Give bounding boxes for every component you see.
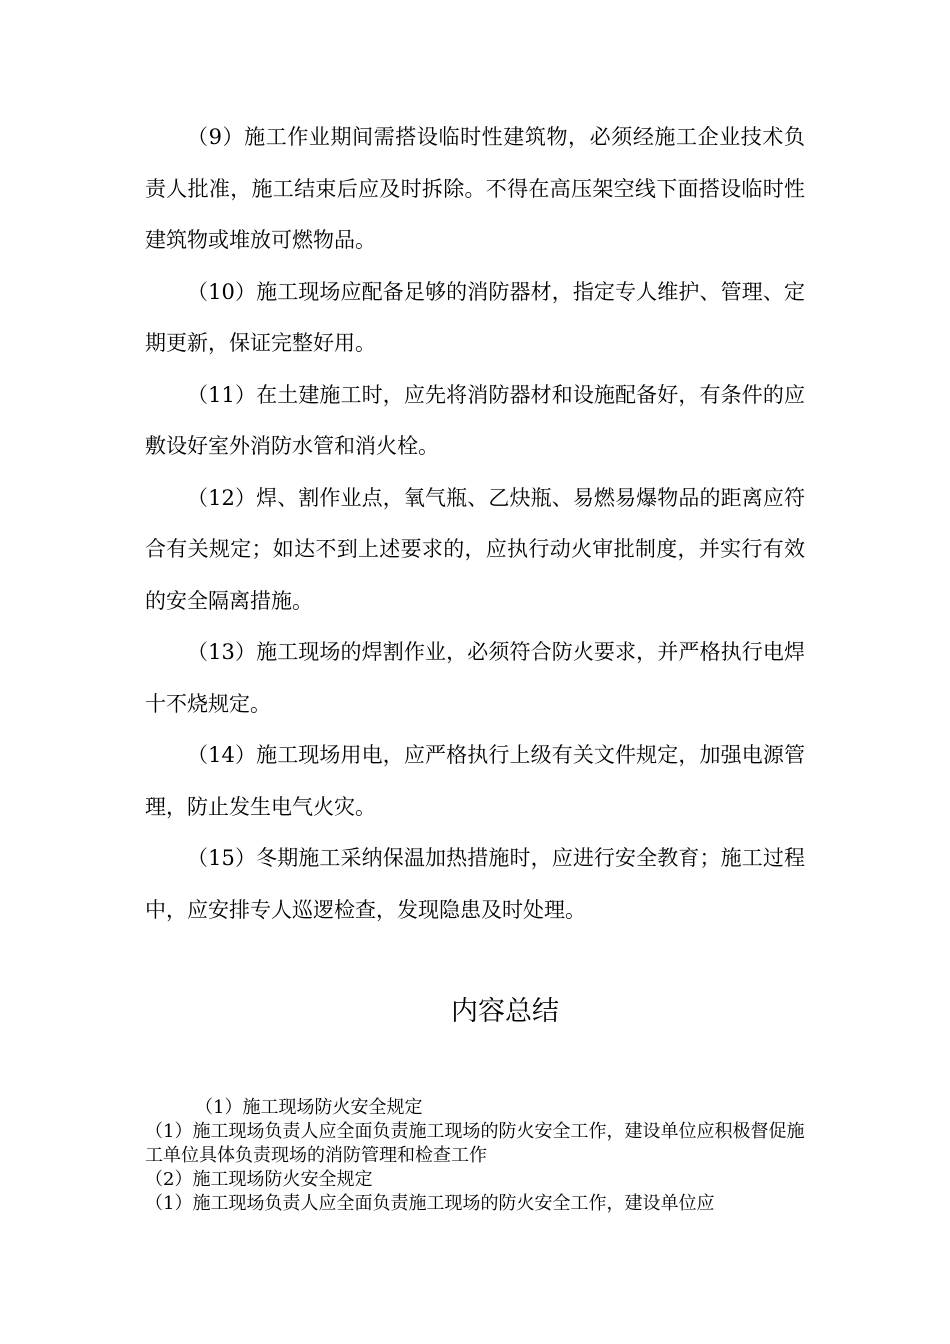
summary-line: （2）施工现场防火安全规定 — [145, 1169, 373, 1190]
paragraph-13: （13）施工现场的焊割作业，必须符合防火要求，并严格执行电焊十不烧规定。 — [145, 640, 805, 716]
summary-line: （1）施工现场负责人应全面负责施工现场的防火安全工作，建设单位应积极督促施工单位具体负责现场的消防管理和检查工作 — [145, 1121, 805, 1166]
summary-line: （1）施工现场负责人应全面负责施工现场的防火安全工作，建设单位应 — [145, 1193, 715, 1214]
summary-section — [145, 1096, 805, 1216]
paragraph-14: （14）施工现场用电，应严格执行上级有关文件规定，加强电源管理，防止发生电气火灾。 — [145, 743, 805, 819]
paragraph-12: （12）焊、割作业点，氧气瓶、乙炔瓶、易燃易爆物品的距离应符合有关规定；如达不到上述要求的，应执行动火审批制度，并实行有效的安全隔离措施。 — [145, 485, 805, 613]
summary-title: 内容总结 — [451, 996, 559, 1027]
paragraph-15: （15）冬期施工采纳保温加热措施时，应进行安全教育；施工过程中，应安排专人巡逻检查，发现隐患及时处理。 — [145, 846, 805, 922]
document-body — [145, 112, 805, 936]
summary-line: （1）施工现场防火安全规定 — [195, 1097, 423, 1118]
paragraph-11: （11）在土建施工时，应先将消防器材和设施配备好，有条件的应敷设好室外消防水管和消火栓。 — [145, 382, 805, 458]
paragraph-10: （10）施工现场应配备足够的消防器材，指定专人维护、管理、定期更新，保证完整好用。 — [145, 279, 805, 355]
paragraph-9: （9）施工作业期间需搭设临时性建筑物，必须经施工企业技术负责人批准，施工结束后应及时拆除。不得在高压架空线下面搭设临时性建筑物或堆放可燃物品。 — [145, 125, 805, 252]
